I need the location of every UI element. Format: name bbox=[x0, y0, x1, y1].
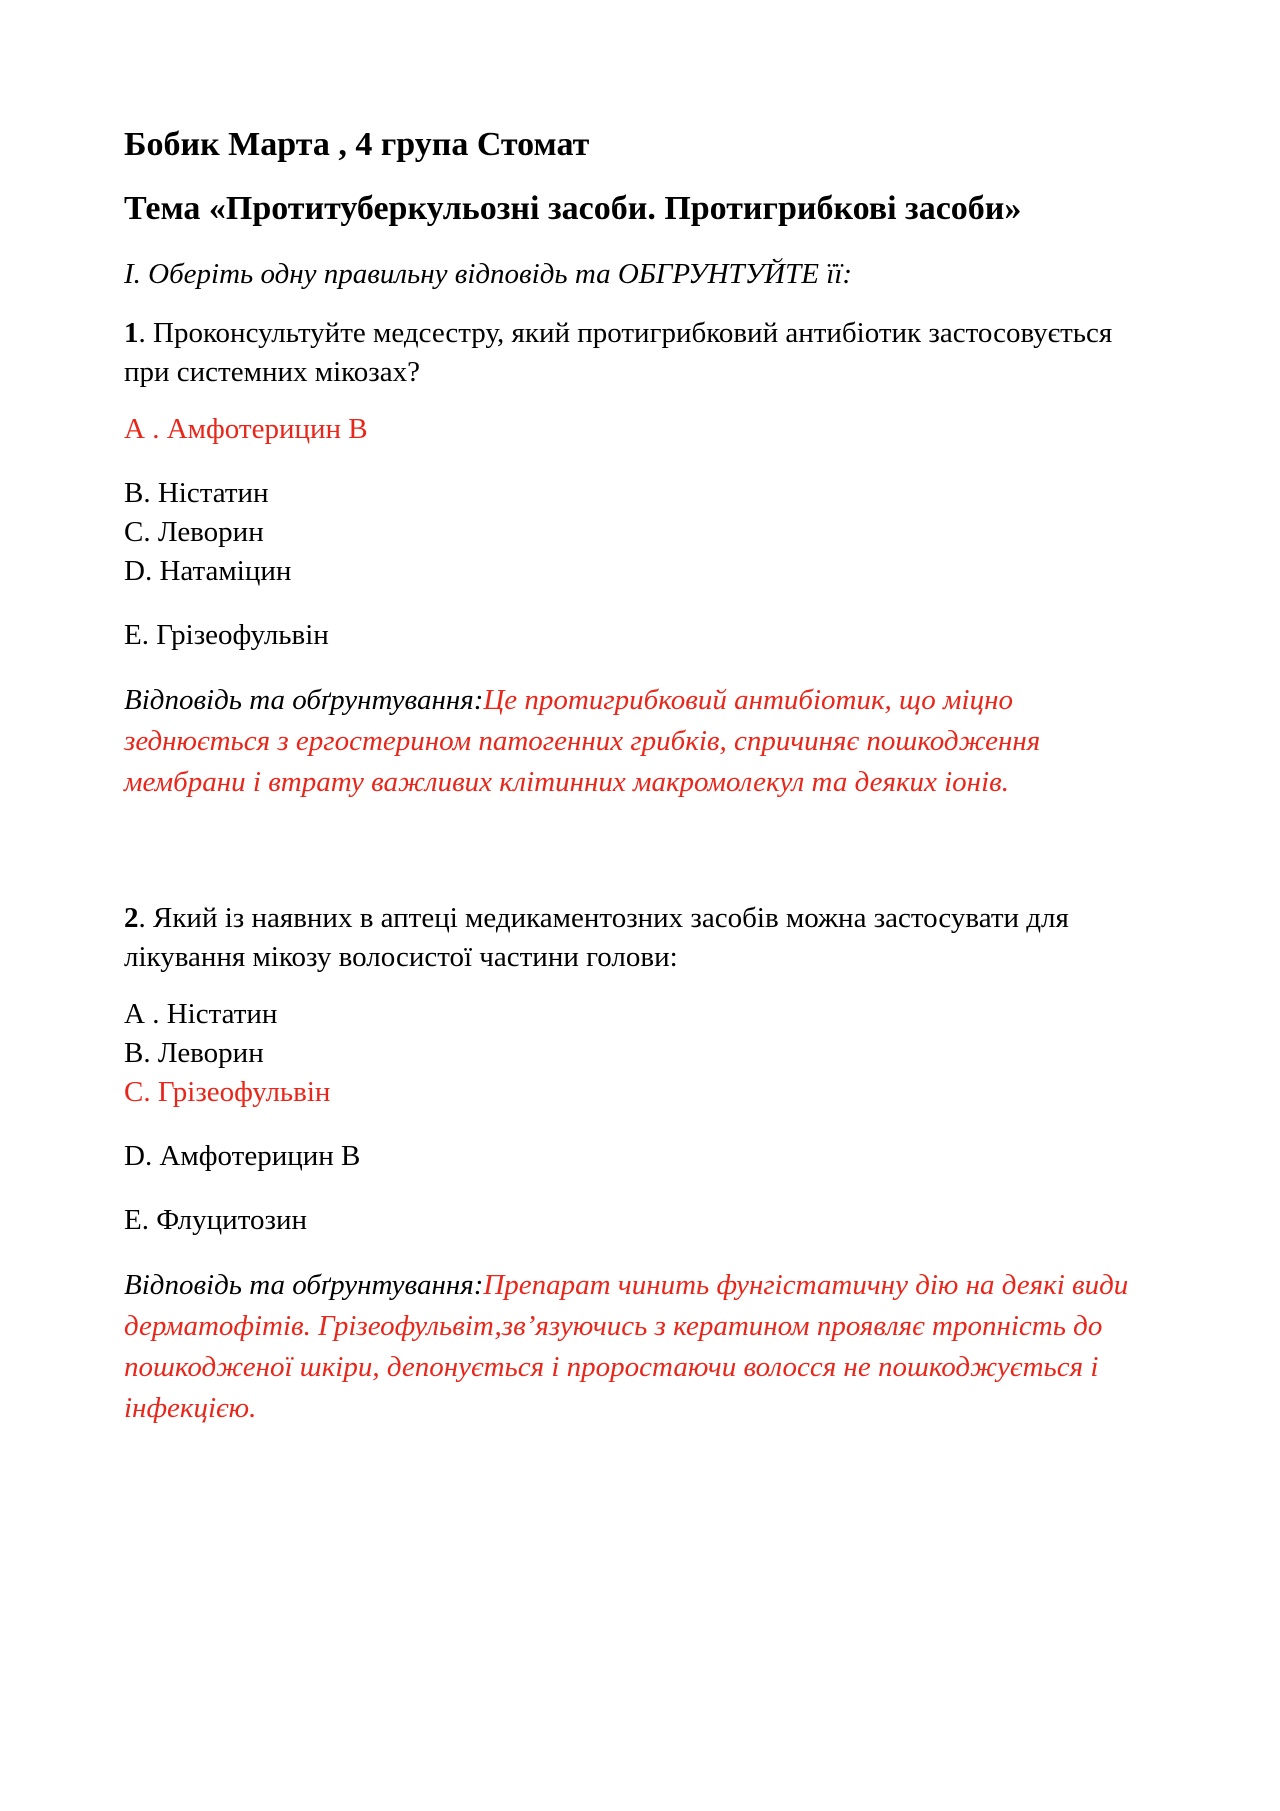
answer-text: Препарат чинить фунгістатичну дію на деякі види дерматофітів. Грізеофульвіт,зв’язуючись з кератином проявляє тропність до пошкодженої шкіри, депонується і проростаючи волосся не пошкоджується і інфекцією. bbox=[124, 1269, 1129, 1424]
question-block-1 bbox=[124, 314, 1164, 803]
option-2-e: Е. Флуцитозин bbox=[124, 1204, 307, 1236]
question-text: . Проконсультуйте медсестру, який протигрибковий антибіотик застосовується при системних мікозах? bbox=[124, 317, 1113, 388]
answer-1 bbox=[124, 680, 1164, 803]
question-block-2 bbox=[124, 899, 1164, 1429]
author-line: Бобик Марта , 4 група Стомат bbox=[124, 126, 590, 163]
answer-text: Це протигрибковий антибіотик, що міцно зеднюється з ергостерином патогенних грибків, спричиняє пошкодження мембрани і втрату важливих клітинних макромолекул та деяких іонів. bbox=[124, 684, 1041, 798]
document-page bbox=[124, 122, 1164, 1429]
option-2-d: D. Амфотерицин В bbox=[124, 1140, 361, 1172]
option-1-c: С. Леворин bbox=[124, 516, 264, 548]
question-number: 2 bbox=[124, 902, 139, 934]
option-1-d: D. Натаміцин bbox=[124, 555, 292, 587]
question-2 bbox=[124, 899, 1164, 977]
option-2-a: А . Ністатин bbox=[124, 998, 278, 1030]
question-number: 1 bbox=[124, 317, 139, 349]
answer-label: Відповідь та обґрунтування: bbox=[124, 684, 484, 716]
answer-2 bbox=[124, 1265, 1164, 1429]
option-2-b: В. Леворин bbox=[124, 1037, 264, 1069]
option-1-e: Е. Грізеофульвін bbox=[124, 619, 329, 651]
instruction-text: І. Оберіть одну правильну відповідь та ОБГРУНТУЙТЕ її: bbox=[124, 258, 852, 290]
option-2-c: С. Грізеофульвін bbox=[124, 1076, 331, 1108]
question-1 bbox=[124, 314, 1164, 392]
option-1-a: А . Амфотерицин В bbox=[124, 413, 368, 445]
answer-label: Відповідь та обґрунтування: bbox=[124, 1269, 484, 1301]
question-text: . Який із наявних в аптеці медикаментозних засобів можна застосувати для лікування мікозу волосистої частини голови: bbox=[124, 902, 1069, 973]
topic-title: Тема «Протитуберкульозні засоби. Протигрибкові засоби» bbox=[124, 190, 1022, 227]
option-1-b: В. Ністатин bbox=[124, 477, 269, 509]
